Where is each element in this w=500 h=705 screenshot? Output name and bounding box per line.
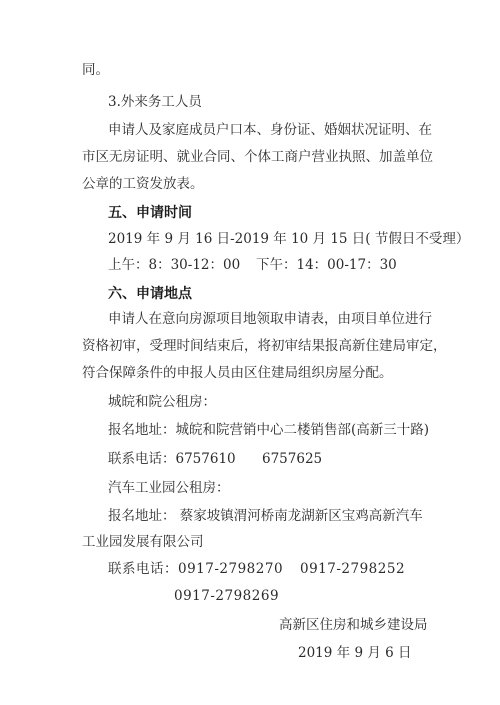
property-name: 城皖和院公租房： [108,394,216,410]
contact-phone-3: 0917-2798269 [174,588,280,604]
paragraph-line: 公章的工资发放表。 [82,176,204,192]
contact-phone: 联系电话：6757610 [108,451,236,467]
contact-phone: 联系电话：0917-2798270 [108,561,284,577]
contact-phone-2: 0917-2798252 [300,561,406,577]
section-heading: 五、申请时间 [108,205,192,221]
registration-address-cont: 工业园发展有限公司 [82,534,204,550]
registration-address: 报名地址：城皖和院营销中心二楼销售部(高新三十路) [108,422,430,438]
date-range: 2019 年 9 月 16 日-2019 年 10 月 15 日( 节假日不受理） [108,231,470,247]
afternoon-hours: 下午：14：00-17：30 [256,257,397,273]
paragraph-line: 申请人在意向房源项目地领取申请表，由项目单位进行 [108,311,432,327]
contact-phone-2: 6757625 [262,451,323,467]
issue-date: 2019 年 9 月 6 日 [298,645,412,661]
paragraph-line: 符合保障条件的申报人员由区住建局组织房屋分配。 [82,365,393,381]
subsection-heading: 3.外来务工人员 [108,94,202,110]
paragraph-line: 市区无房证明、就业合同、个体工商户营业执照、加盖单位 [82,149,433,165]
text-line: 同。 [82,62,109,78]
property-name: 汽车工业园公租房： [108,480,230,496]
registration-address: 报名地址： 蔡家坡镇渭河桥南龙湖新区宝鸡高新汽车 [108,508,423,524]
morning-hours: 上午：8：30-12：00 [108,257,241,273]
section-heading: 六、申请地点 [108,286,192,302]
issuer-name: 高新区住房和城乡建设局 [279,617,428,633]
paragraph-line: 资格初审，受理时间结束后，将初审结果报高新住建局审定， [82,338,447,354]
paragraph-line: 申请人及家庭成员户口本、身份证、婚姻状况证明、在 [108,122,432,138]
